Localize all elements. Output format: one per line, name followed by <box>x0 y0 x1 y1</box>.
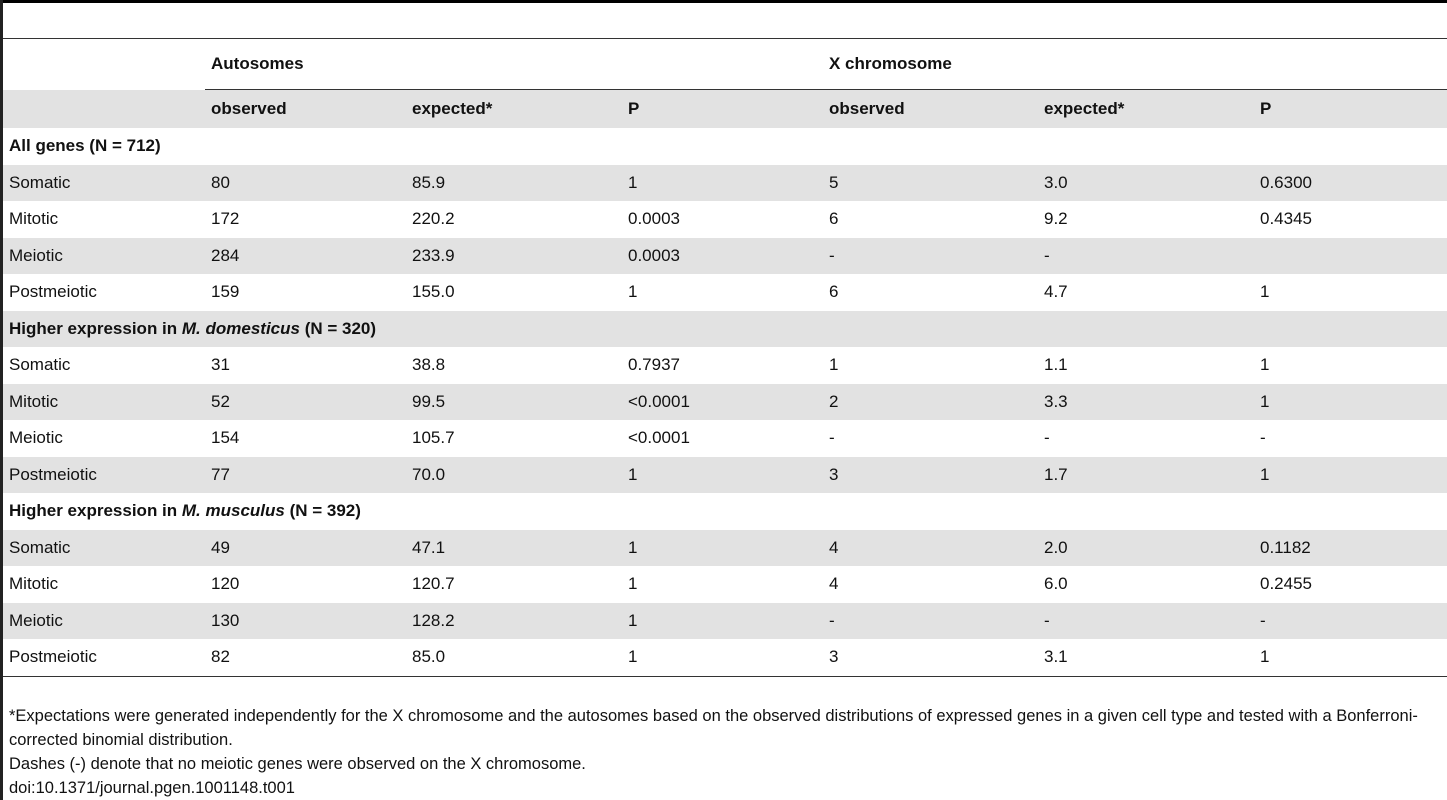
table-row <box>3 603 1447 640</box>
x-p-cell: 0.6300 <box>1254 165 1447 202</box>
row-label-cell: Meiotic <box>3 238 205 275</box>
x-expected-cell: 4.7 <box>1044 282 1068 302</box>
autosomes-observed-cell: 49 <box>205 530 406 567</box>
autosomes-p-cell: 0.7937 <box>628 355 680 375</box>
autosomes-p-cell: 1 <box>628 282 638 302</box>
autosomes-observed-cell: 120 <box>211 574 240 594</box>
section-title-suffix: (N = 392) <box>284 501 361 521</box>
table-row <box>3 165 1447 202</box>
table-row <box>3 420 1447 457</box>
autosomes-p-cell: 0.0003 <box>622 238 823 275</box>
autosomes-expected-cell: 220.2 <box>412 209 455 229</box>
row-label-cell: Mitotic <box>3 384 205 421</box>
autosomes-observed-cell: 159 <box>211 282 240 302</box>
autosomes-p-cell: 1 <box>622 457 823 494</box>
x-p-cell: - <box>1260 428 1266 448</box>
x-expected-cell: 3.1 <box>1038 639 1254 676</box>
expression-table <box>3 38 1447 677</box>
x-observed-cell: 1 <box>829 355 839 375</box>
autosomes-observed-cell: 154 <box>211 428 240 448</box>
x-expected-cell: 1.7 <box>1038 457 1254 494</box>
x-observed-cell: 2 <box>823 384 1038 421</box>
header-autosomes: Autosomes <box>205 39 823 90</box>
autosomes-p-cell: <0.0001 <box>622 384 823 421</box>
header-x-expected: expected* <box>1038 90 1254 129</box>
section-title <box>3 128 1447 165</box>
footnote-dashes: Dashes (-) denote that no meiotic genes were observed on the X chromosome. <box>9 755 586 773</box>
x-observed-cell: - <box>823 603 1038 640</box>
x-expected-cell: 1.1 <box>1044 355 1068 375</box>
autosomes-observed-cell: 130 <box>205 603 406 640</box>
table-row <box>3 457 1447 494</box>
row-label-cell: Postmeiotic <box>9 282 97 302</box>
autosomes-expected-cell: 233.9 <box>406 238 622 275</box>
table-row <box>3 384 1447 421</box>
autosomes-expected-cell: 120.7 <box>412 574 455 594</box>
section-title-species: M. domesticus <box>181 318 300 338</box>
autosomes-expected-cell: 85.0 <box>406 639 622 676</box>
row-label-cell: Postmeiotic <box>3 639 205 676</box>
autosomes-expected-cell: 155.0 <box>412 282 455 302</box>
row-label-cell: Somatic <box>3 530 205 567</box>
x-observed-cell: 3 <box>823 457 1038 494</box>
x-p-cell: 0.2455 <box>1260 574 1312 594</box>
autosomes-p-cell: 1 <box>628 574 638 594</box>
section-title-prefix: All genes (N = 712) <box>9 136 161 156</box>
x-p-cell <box>1254 238 1447 275</box>
x-observed-cell: - <box>823 238 1038 275</box>
x-expected-cell: 2.0 <box>1038 530 1254 567</box>
footnote-doi: doi:10.1371/journal.pgen.1001148.t001 <box>9 779 295 797</box>
x-p-cell: 0.4345 <box>1260 209 1312 229</box>
section-header-row <box>3 493 1447 530</box>
x-expected-cell: 3.3 <box>1038 384 1254 421</box>
section-title <box>3 311 1447 348</box>
header-x-chromosome: X chromosome <box>823 39 1447 90</box>
header-autosomes-expected: expected* <box>406 90 622 129</box>
table-footnotes <box>9 704 1445 800</box>
header-empty <box>3 39 205 90</box>
row-label-cell: Somatic <box>9 355 71 375</box>
table-row <box>3 238 1447 275</box>
x-p-cell: 1 <box>1260 355 1270 375</box>
x-expected-cell: 6.0 <box>1044 574 1068 594</box>
footnote-expectations: *Expectations were generated independently for the X chromosome and the autosomes based on the observed distributions of expressed genes in a given cell type and tested with a Bonferroni-corrected binomial distribution. <box>9 707 1418 749</box>
header-empty <box>3 90 205 129</box>
row-label-cell: Mitotic <box>9 574 59 594</box>
x-observed-cell: 6 <box>829 209 839 229</box>
autosomes-observed-cell: 82 <box>205 639 406 676</box>
x-observed-cell: 4 <box>823 530 1038 567</box>
row-label-cell: Mitotic <box>9 209 59 229</box>
header-autosomes-observed: observed <box>205 90 406 129</box>
table-row <box>3 201 1447 238</box>
x-observed-cell: 6 <box>829 282 839 302</box>
x-p-cell: 1 <box>1254 384 1447 421</box>
top-border <box>0 0 1447 3</box>
header-row-groups <box>3 39 1447 90</box>
section-title <box>3 493 1447 530</box>
section-title-prefix: Higher expression in <box>9 501 182 521</box>
autosomes-p-cell: <0.0001 <box>628 428 690 448</box>
x-observed-cell: 5 <box>823 165 1038 202</box>
autosomes-expected-cell: 105.7 <box>412 428 455 448</box>
table-row <box>3 347 1447 384</box>
autosomes-expected-cell: 128.2 <box>406 603 622 640</box>
row-label-cell: Somatic <box>3 165 205 202</box>
autosomes-observed-cell: 31 <box>211 355 230 375</box>
autosomes-observed-cell: 172 <box>211 209 240 229</box>
autosomes-p-cell: 0.0003 <box>628 209 680 229</box>
autosomes-expected-cell: 47.1 <box>406 530 622 567</box>
autosomes-p-cell: 1 <box>622 165 823 202</box>
x-expected-cell: - <box>1038 603 1254 640</box>
header-row-columns <box>3 90 1447 129</box>
x-p-cell: 1 <box>1260 282 1270 302</box>
section-header-row <box>3 128 1447 165</box>
header-x-observed: observed <box>823 90 1038 129</box>
x-expected-cell: - <box>1044 428 1050 448</box>
x-p-cell: 0.1182 <box>1254 530 1447 567</box>
section-title-prefix: Higher expression in <box>9 318 182 338</box>
autosomes-expected-cell: 85.9 <box>406 165 622 202</box>
autosomes-observed-cell: 284 <box>205 238 406 275</box>
table-row <box>3 566 1447 603</box>
section-title-species: M. musculus <box>181 501 285 521</box>
row-label-cell: Meiotic <box>9 428 63 448</box>
x-observed-cell: 3 <box>823 639 1038 676</box>
x-p-cell: 1 <box>1254 639 1447 676</box>
autosomes-p-cell: 1 <box>622 639 823 676</box>
x-p-cell: - <box>1254 603 1447 640</box>
autosomes-observed-cell: 77 <box>205 457 406 494</box>
x-expected-cell: 9.2 <box>1044 209 1068 229</box>
x-expected-cell: 3.0 <box>1038 165 1254 202</box>
autosomes-expected-cell: 38.8 <box>412 355 446 375</box>
x-observed-cell: - <box>829 428 835 448</box>
x-expected-cell: - <box>1038 238 1254 275</box>
autosomes-p-cell: 1 <box>622 603 823 640</box>
x-p-cell: 1 <box>1254 457 1447 494</box>
header-autosomes-p: P <box>622 90 823 129</box>
autosomes-expected-cell: 99.5 <box>406 384 622 421</box>
autosomes-observed-cell: 80 <box>205 165 406 202</box>
autosomes-observed-cell: 52 <box>205 384 406 421</box>
row-label-cell: Meiotic <box>3 603 205 640</box>
table-body <box>3 128 1447 676</box>
x-observed-cell: 4 <box>829 574 839 594</box>
header-x-p: P <box>1254 90 1447 129</box>
section-title-suffix: (N = 320) <box>299 318 377 338</box>
table-container <box>3 38 1447 677</box>
table-row <box>3 530 1447 567</box>
section-header-row <box>3 311 1447 348</box>
autosomes-p-cell: 1 <box>622 530 823 567</box>
table-row <box>3 274 1447 311</box>
autosomes-expected-cell: 70.0 <box>406 457 622 494</box>
table-row <box>3 639 1447 676</box>
row-label-cell: Postmeiotic <box>3 457 205 494</box>
